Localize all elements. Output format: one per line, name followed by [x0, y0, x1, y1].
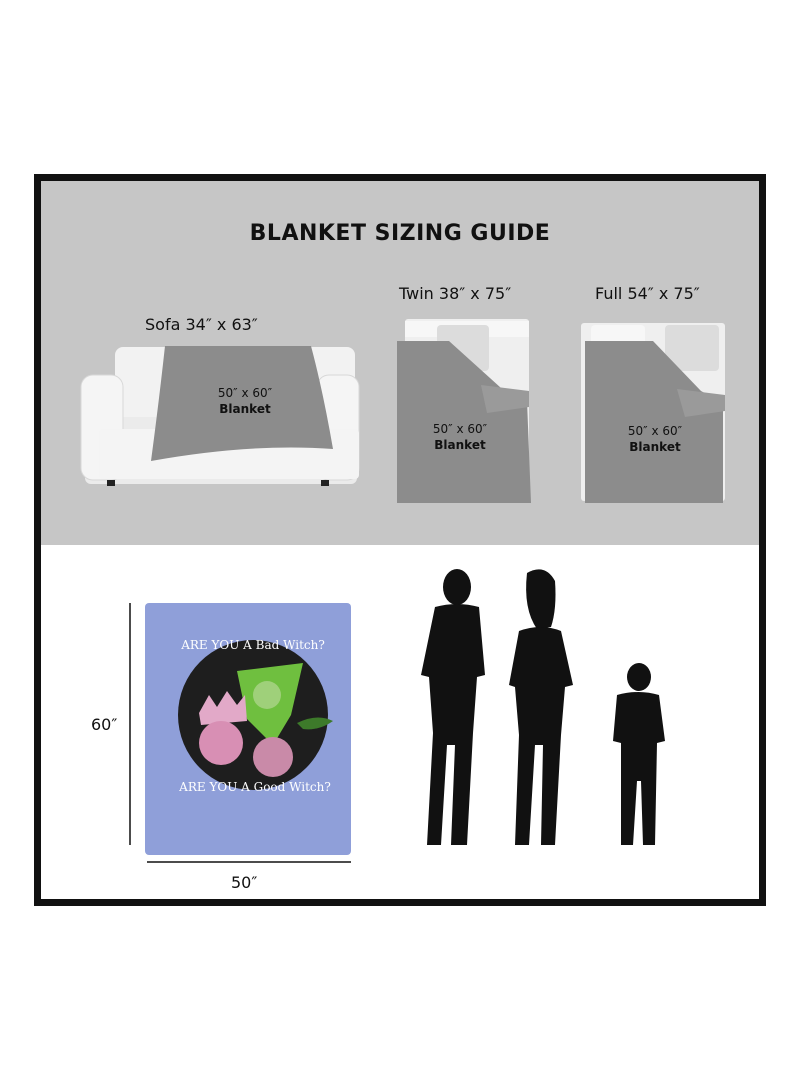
sizing-guide-frame — [34, 174, 766, 906]
sofa-blanket-label — [190, 385, 300, 417]
guide-title: BLANKET SIZING GUIDE — [249, 221, 551, 246]
full-blanket-word: Blanket — [629, 440, 681, 454]
twin-bed-illustration — [397, 319, 531, 503]
full-blanket-size: 50″ x 60″ — [627, 424, 683, 438]
sizing-guide-panel — [41, 181, 759, 545]
child-silhouette — [613, 663, 665, 845]
print-top-text: ARE YOU A Bad Witch? — [181, 638, 325, 652]
width-label: 50″ — [231, 873, 258, 892]
sofa-blanket-word: Blanket — [219, 402, 271, 416]
man-silhouette — [421, 569, 485, 845]
full-bed-illustration — [581, 323, 725, 503]
twin-blanket-word: Blanket — [434, 438, 486, 452]
print-bottom-text: ARE YOU A Good Witch? — [179, 780, 331, 794]
twin-blanket-label — [405, 421, 515, 453]
height-label: 60″ — [91, 715, 118, 734]
full-blanket-label — [600, 423, 710, 455]
woman-silhouette — [509, 569, 573, 845]
twin-size-label: Twin 38″ x 75″ — [399, 284, 512, 303]
product-illustration — [41, 545, 759, 899]
product-panel — [41, 545, 759, 899]
full-size-label: Full 54″ x 75″ — [595, 284, 700, 303]
sofa-blanket-size: 50″ x 60″ — [217, 386, 273, 400]
sofa-size-label: Sofa 34″ x 63″ — [145, 315, 258, 334]
twin-blanket-size: 50″ x 60″ — [432, 422, 488, 436]
